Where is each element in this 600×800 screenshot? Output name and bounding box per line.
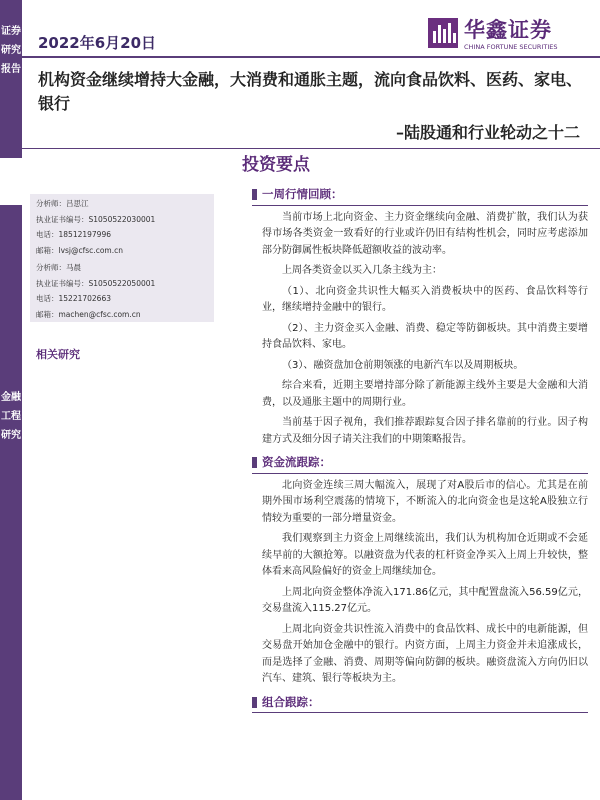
paragraph: 上周北向资金共识性流入消费中的食品饮料、成长中的电新能源，但交易盘开始加仓金融中的银行。内资方面，上周主力资金并未追涨成长，而是选择了金融、消费、周期等偏向防御的板块。融资盘流入方向仍旧以汽车、建筑、银行等板块为主。 xyxy=(262,623,588,684)
paragraph: 综合来看，近期主要增持部分除了新能源主线外主要是大金融和大消费，以及通胀主题中的周期行业。 xyxy=(262,380,588,408)
sidebar-top xyxy=(0,0,22,158)
analyst-email: 邮箱：machen@cfsc.com.cn xyxy=(36,309,141,319)
investment-highlights-heading: 投资要点 xyxy=(242,155,310,175)
section-heading-weekly-review: 一周行情回顾： xyxy=(252,184,588,206)
paragraph: 北向资金连续三周大幅流入，展现了对A股后市的信心。尤其是在前期外围市场利空震荡的情境下，不断流入的北向资金也是这轮A股独立行情较为重要的一部分增量资金。 xyxy=(262,479,588,524)
analyst-phone: 电话：18512197996 xyxy=(36,230,111,239)
analyst-name: 分析师：吕思江 xyxy=(36,199,89,208)
analyst-card xyxy=(30,194,214,258)
section-heading-fund-flow: 资金流跟踪： xyxy=(252,452,588,474)
report-date: 2022年6月20日 xyxy=(38,34,157,52)
paragraph: 上周北向资金整体净流入171.86亿元，其中配置盘流入56.59亿元，交易盘流入115.27亿元。 xyxy=(262,586,588,614)
main-content xyxy=(262,184,588,713)
sidebar-mid xyxy=(0,205,22,800)
company-logo xyxy=(428,14,588,54)
report-title: 机构资金继续增持大金融，大消费和通胀主题，流向食品饮料、医药、家电、银行 xyxy=(38,70,583,113)
header-divider xyxy=(22,56,600,58)
paragraph: 我们观察到主力资金上周继续流出，我们认为机构加仓近期或不会延续早前的大额抢筹。以融资盘为代表的杠杆资金净买入上周上升较快，整体看来高风险偏好的资金上周继续加仓。 xyxy=(262,533,588,577)
paragraph: （3）、融资盘加仓前期领涨的电新汽车以及周期板块。 xyxy=(282,359,524,371)
paragraph: （2）、主力资金买入金融、消费、稳定等防御板块。其中消费主要增持食品饮料、家电。 xyxy=(262,322,588,350)
sidebar-top-label: 证券研究报告 xyxy=(1,26,21,75)
report-subtitle: –陆股通和行业轮动之十二 xyxy=(395,123,580,142)
paragraph: 当前基于因子视角，我们推荐跟踪复合因子排名靠前的行业。因子构建方式及细分因子请关注我们的中期策略报告。 xyxy=(262,417,588,445)
paragraph: 当前市场上北向资金、主力资金继续向金融、消费扩散，我们认为获得市场各类资金一致看好的行业或许仍旧有结构性机会，同时应考虑添加部分防御属性板块降低超额收益的波动率。 xyxy=(262,211,588,256)
analyst-phone: 电话：15221702663 xyxy=(36,294,111,303)
section-heading-portfolio: 组合跟踪： xyxy=(252,692,588,714)
logo-chinese: 华鑫证券 xyxy=(464,18,552,42)
analyst-email: 邮箱：lvsj@cfsc.com.cn xyxy=(36,245,123,255)
sidebar-mid-label: 金融工程研究 xyxy=(1,392,21,441)
analyst-name: 分析师：马晨 xyxy=(36,263,81,272)
analyst-cert: 执业证书编号：S1050522050001 xyxy=(36,278,156,288)
title-divider xyxy=(22,148,600,149)
paragraph: 上周各类资金以买入几条主线为主： xyxy=(282,265,442,276)
logo-english: CHINA FORTUNE SECURITIES xyxy=(464,43,558,51)
analyst-info-box xyxy=(30,194,214,322)
analyst-cert: 执业证书编号：S1050522030001 xyxy=(36,214,156,224)
related-research-heading: 相关研究 xyxy=(36,348,80,361)
paragraph: （1）、北向资金共识性大幅买入消费板块中的医药、食品饮料等行业，继续增持金融中的银行。 xyxy=(262,285,588,313)
logo-mark-icon xyxy=(428,18,458,48)
analyst-card xyxy=(30,260,214,322)
